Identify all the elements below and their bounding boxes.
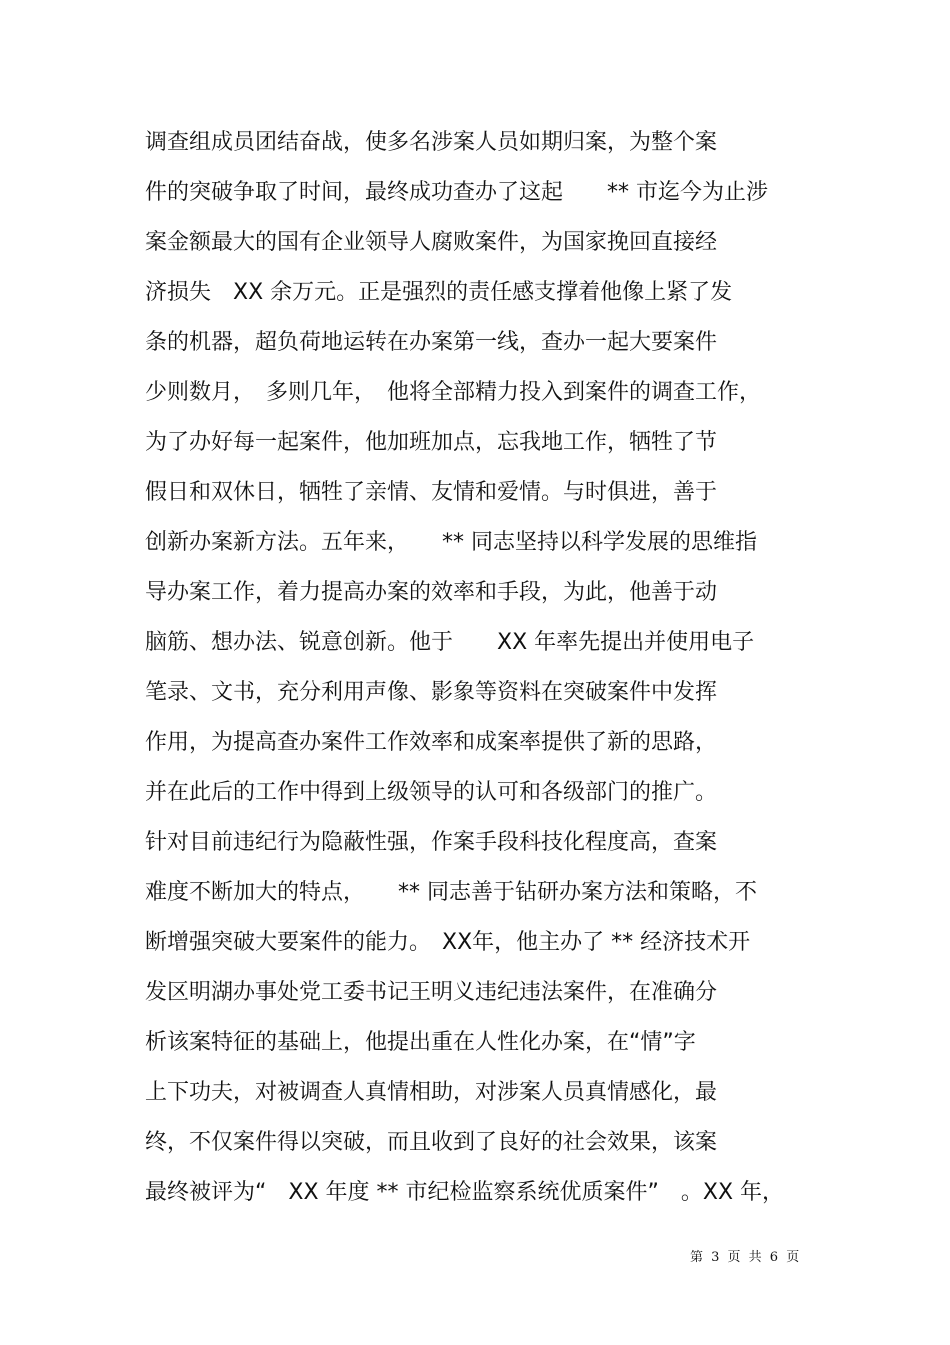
- text-line: 创新办案新方法。五年来， ** 同志坚持以科学发展的思维指: [145, 530, 757, 555]
- text-line: 断增强突破大要案件的能力。 XX年，他主办了 ** 经济技术开: [145, 930, 751, 955]
- text-line: 假日和双休日，牺牲了亲情、友情和爱情。与时俱进，善于: [145, 480, 718, 505]
- text-line: 笔录、文书，充分利用声像、影象等资料在突破案件中发挥: [145, 680, 718, 705]
- text-line: 最终被评为“ XX 年度 ** 市纪检监察系统优质案件” 。XX 年，: [145, 1180, 785, 1205]
- text-line: 案金额最大的国有企业领导人腐败案件，为国家挽回直接经: [145, 230, 718, 255]
- text-line: 导办案工作，着力提高办案的效率和手段，为此，他善于动: [145, 580, 718, 605]
- text-line: 济损失 XX 余万元。正是强烈的责任感支撑着他像上紧了发: [145, 280, 733, 305]
- text-line: 件的突破争取了时间，最终成功查办了这起 ** 市迄今为止涉: [145, 180, 768, 205]
- text-line: 难度不断加大的特点， ** 同志善于钻研办案方法和策略，不: [145, 880, 757, 905]
- text-line: 作用，为提高查办案件工作效率和成案率提供了新的思路，: [145, 730, 718, 755]
- text-line: 为了办好每一起案件，他加班加点，忘我地工作，牺牲了节: [145, 430, 718, 455]
- body-text: [145, 118, 825, 1218]
- text-line: 并在此后的工作中得到上级领导的认可和各级部门的推广。: [145, 780, 718, 805]
- text-line: 少则数月， 多则几年， 他将全部精力投入到案件的调查工作，: [145, 380, 762, 405]
- text-line: 析该案特征的基础上，他提出重在人性化办案，在“情”字: [145, 1030, 696, 1055]
- text-line: 针对目前违纪行为隐蔽性强，作案手段科技化程度高，查案: [145, 830, 718, 855]
- text-line: 条的机器，超负荷地运转在办案第一线，查办一起大要案件: [145, 330, 718, 355]
- text-line: 调查组成员团结奋战，使多名涉案人员如期归案，为整个案: [145, 130, 718, 155]
- page-number-footer: 第 3 页 共 6 页: [690, 1250, 802, 1265]
- text-line: 发区明湖办事处党工委书记王明义违纪违法案件，在准确分: [145, 980, 718, 1005]
- text-line: 脑筋、想办法、锐意创新。他于 XX 年率先提出并使用电子: [145, 630, 755, 655]
- text-line: 上下功夫，对被调查人真情相助，对涉案人员真情感化，最: [145, 1080, 718, 1105]
- text-line: 终，不仅案件得以突破，而且收到了良好的社会效果，该案: [145, 1130, 718, 1155]
